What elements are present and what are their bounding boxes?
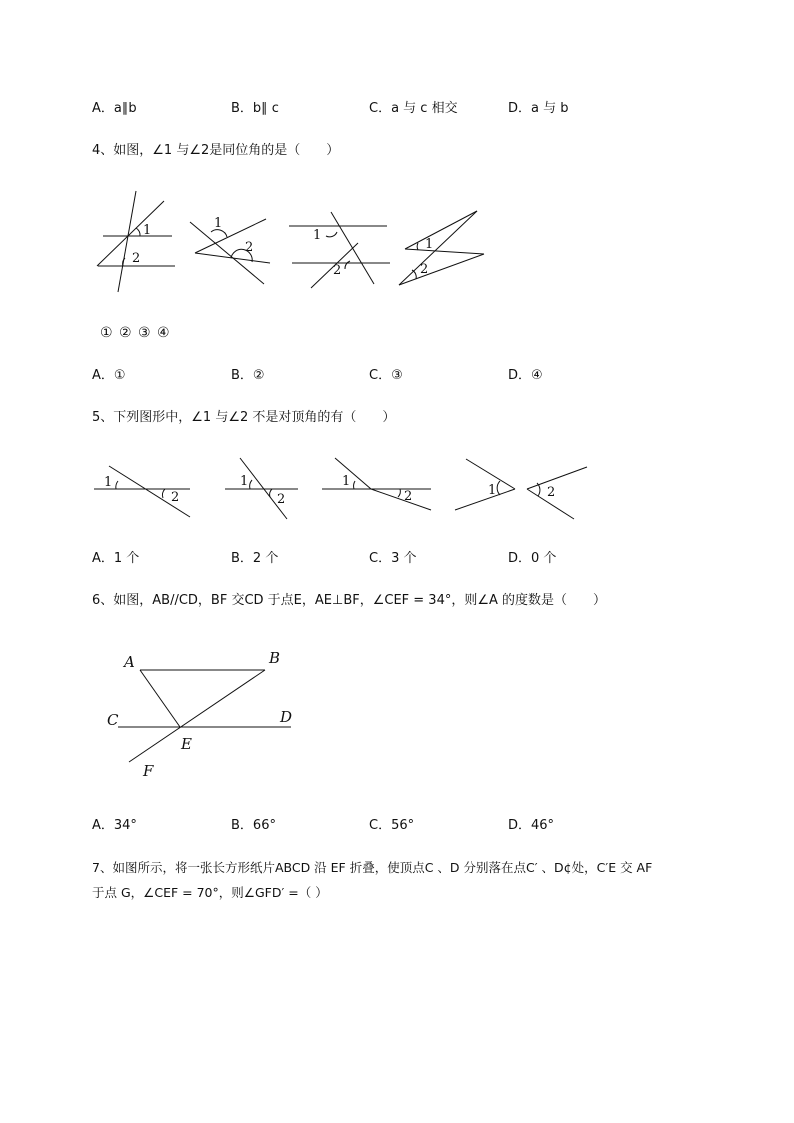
q5-fig4-label-1: 1 [488,483,497,498]
q6-point-f: F [143,762,154,780]
q5-fig3-label-1: 1 [342,474,351,489]
q5-fig3-label-2: 2 [404,489,413,504]
q6-option-d: D．46° [508,818,555,833]
q5-option-a: A．1 个 [92,551,140,566]
q4-option-b: B．② [231,368,265,383]
q4-fig1-label-1: 1 [143,223,152,238]
q3-option-c: C．a 与 c 相交 [369,101,458,116]
q4-question: 4、如图，∠1 与∠2是同位角的是（ ） [92,143,340,158]
q4-fig3-label-2: 2 [333,263,342,278]
q5-option-d: D．0 个 [508,551,557,566]
q5-fig1-label-2: 2 [171,490,180,505]
q4-fig4-label-1: 1 [425,237,434,252]
q5-option-c: C．3 个 [369,551,417,566]
q6-line-ae [140,670,180,727]
q6-point-b: B [269,649,281,667]
q7-line-1: 7、如图所示，将一张长方形纸片ABCD 沿 EF 折叠，使顶点C 、D 分别落在点C′ 、D¢处，C′E 交 AF [92,860,653,875]
q5-question: 5、下列图形中，∠1 与∠2 不是对顶角的有（ ） [92,410,396,425]
q4-circled-numbers: ① ② ③ ④ [100,325,171,341]
q4-fig4-label-2: 2 [420,262,429,277]
q4-fig2-label-2: 2 [245,240,254,255]
q4-option-c: C．③ [369,368,403,383]
q6-point-d: D [280,708,293,726]
q4-fig1-label-2: 2 [132,251,141,266]
q6-option-a: A．34° [92,818,137,833]
q4-fig2-label-1: 1 [214,216,223,231]
q6-option-c: C．56° [369,818,415,833]
q6-point-c: C [107,711,119,729]
q5-fig1-label-1: 1 [104,475,113,490]
q3-option-d: D．a 与 b [508,101,569,116]
q3-option-b: B．b∥ c [231,101,279,116]
q4-fig3-label-1: 1 [313,228,322,243]
q5-fig2-label-1: 1 [240,474,249,489]
q6-point-e: E [181,735,192,753]
q4-option-a: A．① [92,368,126,383]
q4-option-d: D．④ [508,368,543,383]
q5-fig4-label-2: 2 [547,485,556,500]
q3-option-a: A．a∥b [92,101,137,116]
q6-option-b: B．66° [231,818,276,833]
q6-question: 6、如图，AB//CD，BF 交CD 于点E，AE⊥BF，∠CEF = 34°，则∠A 的度数是（ ） [92,593,607,608]
q5-fig2-label-2: 2 [277,492,286,507]
q7-line-2: 于点 G，∠CEF = 70°，则∠GFD′ =（ ） [92,885,328,900]
q5-option-b: B．2 个 [231,551,279,566]
q6-point-a: A [124,653,135,671]
